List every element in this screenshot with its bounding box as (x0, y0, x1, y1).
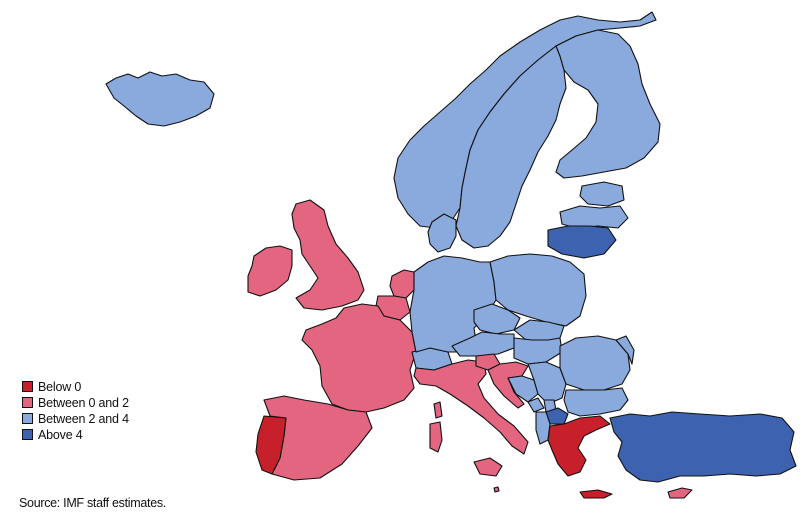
region-cyprus (668, 488, 692, 498)
legend-item-above-4 (22, 427, 129, 442)
region-crete (580, 490, 612, 498)
source-note: Source: IMF staff estimates. (19, 496, 166, 510)
region-malta (494, 487, 499, 492)
region-turkey (610, 412, 796, 482)
legend-swatch (22, 381, 33, 392)
legend-label: Between 2 and 4 (38, 411, 129, 426)
region-finland (556, 30, 660, 178)
legend-label: Below 0 (38, 379, 82, 394)
region-netherlands (390, 270, 414, 298)
legend-swatch (22, 413, 33, 424)
region-france (302, 304, 416, 412)
legend-swatch (22, 429, 33, 440)
region-sicily (474, 458, 502, 476)
region-sardinia (430, 422, 442, 452)
legend-swatch (22, 397, 33, 408)
region-hungary (514, 338, 562, 364)
legend-item-between-2-and-4 (22, 411, 129, 426)
legend-item-between-0-and-2 (22, 395, 129, 410)
region-estonia (580, 182, 624, 206)
map-legend (22, 379, 129, 443)
region-corsica (434, 402, 442, 418)
region-lithuania (548, 226, 616, 258)
region-united-kingdom (292, 200, 364, 310)
region-latvia (560, 206, 628, 228)
legend-label: Above 4 (38, 427, 83, 442)
legend-item-below-0 (22, 379, 129, 394)
region-greece (548, 416, 610, 476)
region-iceland (106, 72, 214, 126)
region-ireland (248, 246, 292, 296)
region-bulgaria (564, 388, 628, 416)
legend-label: Between 0 and 2 (38, 395, 129, 410)
